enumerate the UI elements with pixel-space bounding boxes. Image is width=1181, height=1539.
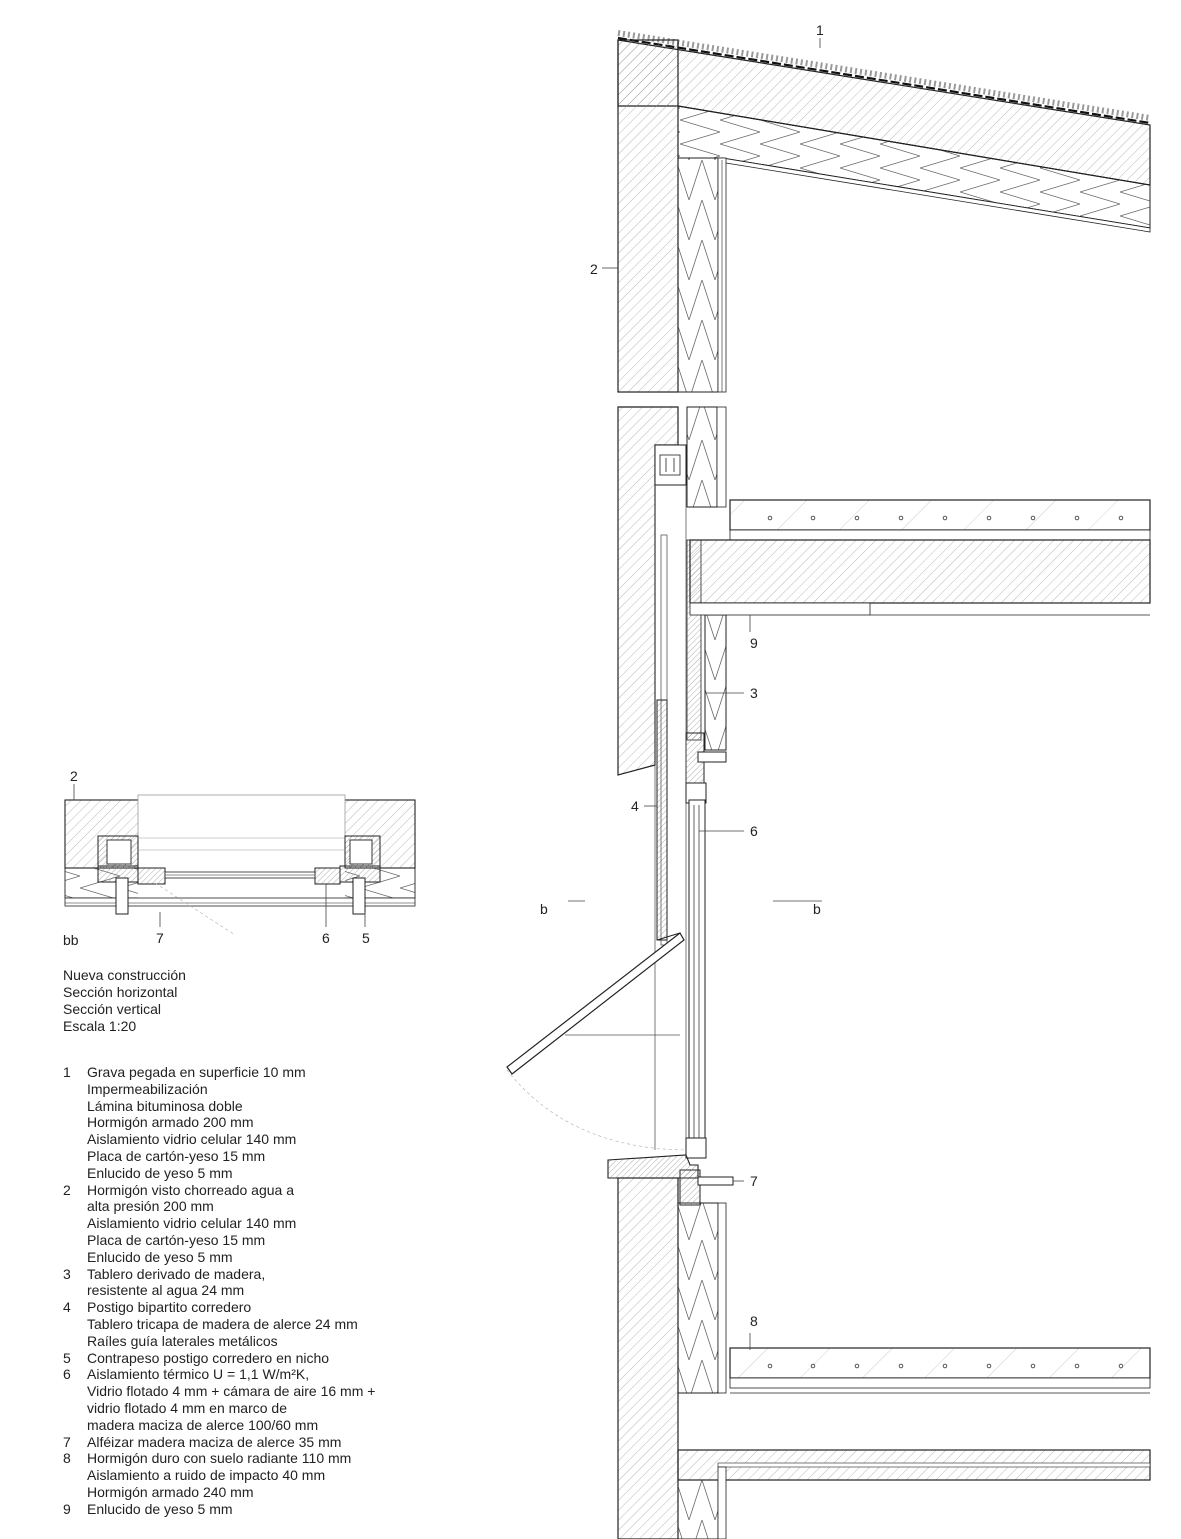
callout-6: 6 — [750, 823, 758, 839]
legend-line: Hormigón armado 240 mm — [87, 1483, 254, 1500]
plan-callout-6: 6 — [322, 930, 330, 946]
plan-section-bb — [65, 795, 415, 935]
callout-7: 7 — [750, 1173, 758, 1189]
callout-9: 9 — [750, 635, 758, 651]
caption-line: Sección horizontal — [63, 984, 178, 1000]
legend-line: Postigo bipartito corredero — [87, 1299, 252, 1316]
legend-item — [63, 1064, 375, 1182]
legend-number: 9 — [63, 1500, 71, 1517]
legend-line: Placa de cartón-yeso 15 mm — [87, 1231, 266, 1248]
legend-line: Vidrio flotado 4 mm + cámara de aire 16 mm + — [87, 1383, 376, 1400]
legend-item — [63, 1182, 375, 1266]
legend-line: Enlucido de yeso 5 mm — [87, 1500, 233, 1517]
callout-3: 3 — [750, 685, 758, 701]
plan-callout-2: 2 — [70, 768, 78, 784]
legend-item — [63, 1450, 375, 1500]
legend-line: Hormigón duro con suelo radiante 110 mm — [87, 1450, 352, 1467]
legend-number: 7 — [63, 1433, 71, 1450]
plan-callout-5: 5 — [362, 930, 370, 946]
legend-item — [63, 1266, 375, 1300]
legend-number: 4 — [63, 1299, 71, 1316]
legend-number: 3 — [63, 1265, 71, 1282]
caption-line: Nueva construcción — [63, 967, 186, 983]
legend-line: Hormigón visto chorreado agua a — [87, 1181, 295, 1198]
legend-line: Aislamiento térmico U = 1,1 W/m²K, — [87, 1366, 310, 1383]
legend-number: 2 — [63, 1181, 71, 1198]
legend-line: Aislamiento vidrio celular 140 mm — [87, 1215, 297, 1232]
legend-line: Tablero tricapa de madera de alerce 24 mm — [87, 1315, 358, 1332]
legend-line: Aislamiento vidrio celular 140 mm — [87, 1131, 297, 1148]
lower-floor-slab — [730, 1348, 1150, 1393]
legend-item — [63, 1434, 375, 1451]
section-mark-b-right: b — [813, 901, 821, 917]
legend-line: Placa de cartón-yeso 15 mm — [87, 1147, 266, 1164]
section-mark-b-left: b — [540, 901, 548, 917]
legend-line: vidrio flotado 4 mm en marco de — [87, 1399, 287, 1416]
legend-line: Grava pegada en superficie 10 mm — [87, 1064, 306, 1080]
legend-line: Alféizar madera maciza de alerce 35 mm — [87, 1433, 342, 1450]
legend-line: alta presión 200 mm — [87, 1198, 214, 1215]
legend-line: Enlucido de yeso 5 mm — [87, 1164, 233, 1181]
plan-callout-7: 7 — [156, 930, 164, 946]
legend-line: resistente al agua 24 mm — [87, 1282, 245, 1299]
callout-2: 2 — [590, 261, 598, 277]
caption-line: Sección vertical — [63, 1001, 162, 1017]
legend-line: Impermeabilización — [87, 1080, 208, 1097]
legend-item — [63, 1299, 375, 1349]
legend-line: Tablero derivado de madera, — [87, 1265, 266, 1282]
legend-item — [63, 1366, 375, 1433]
callout-4: 4 — [631, 798, 639, 814]
legend-number: 8 — [63, 1450, 71, 1467]
legend-line: Aislamiento a ruido de impacto 40 mm — [87, 1467, 326, 1484]
legend-line: Raíles guía laterales metálicos — [87, 1332, 278, 1349]
legend-number: 5 — [63, 1349, 71, 1366]
shutter-assembly — [507, 445, 690, 1150]
legend-line: Hormigón armado 200 mm — [87, 1114, 254, 1131]
plan-title: bb — [63, 932, 79, 948]
legend-number: 1 — [63, 1064, 71, 1080]
legend-line: Lámina bituminosa doble — [87, 1097, 243, 1114]
legend-item — [63, 1350, 375, 1367]
materials-legend — [63, 1064, 375, 1518]
drawing-caption — [63, 967, 186, 1035]
legend-item — [63, 1501, 375, 1518]
upper-floor-slab — [690, 500, 1150, 615]
caption-line: Escala 1:20 — [63, 1018, 137, 1034]
legend-line: Contrapeso postigo corredero en nicho — [87, 1349, 330, 1366]
callout-1: 1 — [816, 22, 824, 38]
legend-line: Enlucido de yeso 5 mm — [87, 1248, 233, 1265]
legend-line: madera maciza de alerce 100/60 mm — [87, 1416, 319, 1433]
legend-number: 6 — [63, 1366, 71, 1383]
callout-8: 8 — [750, 1313, 758, 1329]
